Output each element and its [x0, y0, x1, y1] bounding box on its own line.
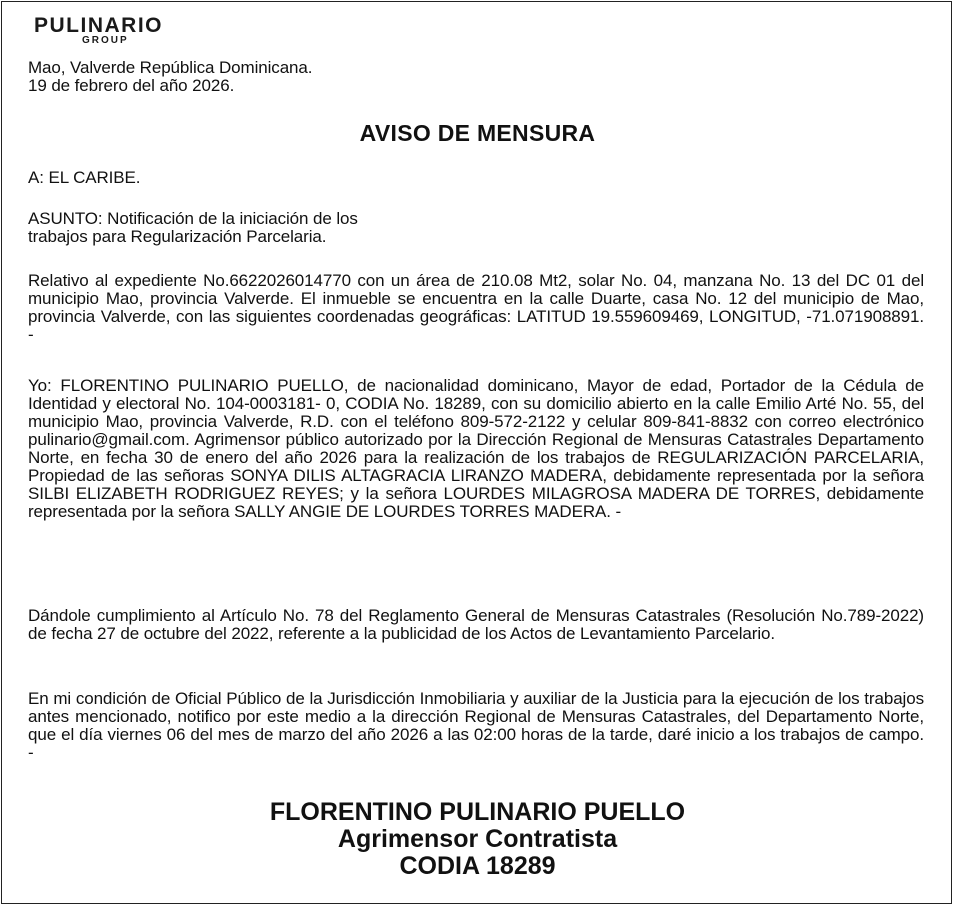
signature-block: [2, 799, 953, 880]
logo-sub-text: GROUP: [82, 35, 129, 46]
notice-title: AVISO DE MENSURA: [359, 120, 596, 146]
paragraph-text: En mi condición de Oficial Público de la Jurisdicción Inmobiliaria y auxiliar de la Justicia para la ejecución de los trabajos antes mencionado, notifico por este medio a la dirección Regional de Mensuras Catastrales, del Departamento Norte, que el día viernes 06 del mes de marzo del año 2026 a las 02:00 horas de la tarde, daré inicio a los trabajos de campo. -: [28, 689, 924, 762]
paragraph-surveyor-declaration: [28, 377, 924, 521]
subject-line-2: trabajos para Regularización Parcelaria.: [28, 227, 327, 246]
paragraph-text: Relativo al expediente No.6622026014770 con un área de 210.08 Mt2, solar No. 04, manzana No. 13 del DC 01 del municipio Mao, provincia Valverde. El inmueble se encuentra en la calle Duarte, casa No. 12 del municipio de Mao, provincia Valverde, con las siguientes coordenadas geográficas: LATITUD 19.559609469, LONGITUD, -71.071908891. -: [28, 271, 924, 344]
company-logo: [34, 14, 214, 48]
paragraph-text: Dándole cumplimiento al Artículo No. 78 del Reglamento General de Mensuras Catastrales (Resolución No.789-2022) de fecha 27 de octubre del 2022, referente a la publicidad de los Actos de Levantamiento Parcelario.: [28, 606, 924, 643]
paragraph-text: Yo: FLORENTINO PULINARIO PUELLO, de nacionalidad dominicano, Mayor de edad, Portador de la Cédula de Identidad y electoral No. 104-0003181- 0, CODIA No. 18289, con su domicilio abierto en la calle Emilio Arté No. 55, del municipio Mao, provincia Valverde, R.D. con el teléfono 809-572-2122 y celular 809-841-8832 con correo electrónico pulinario@gmail.com. Agrimensor público autorizado por la Dirección Regional de Mensuras Catastrales Departamento Norte, en fecha 30 de enero del año 2026 para la realización de los trabajos de REGULARIZACIÓN PARCELARIA, Propiedad de las señoras SONYA DILIS ALTAGRACIA LIRANZO MADERA, debidamente representada por la señora SILBI ELIZABETH RODRIGUEZ REYES; y la señora LOURDES MILAGROSA MADERA DE TORRES, debidamente representada por la señora SALLY ANGIE DE LOURDES TORRES MADERA. -: [28, 376, 924, 521]
signature-codia: CODIA 18289: [399, 852, 556, 880]
paragraph-regulation: [28, 607, 924, 643]
subject-line-1: ASUNTO: Notificación de la iniciación de los: [28, 209, 358, 228]
place-line: Mao, Valverde República Dominicana.: [28, 58, 313, 77]
signature-role: Agrimensor Contratista: [337, 825, 618, 853]
signature-name: FLORENTINO PULINARIO PUELLO: [269, 798, 686, 826]
paragraph-notification: [28, 690, 924, 762]
recipient-line: [28, 169, 924, 187]
logo-main-text: PULINARIO: [34, 14, 163, 37]
subject-block: [28, 210, 924, 246]
recipient-text: A: EL CARIBE.: [28, 168, 141, 187]
place-date-block: [28, 59, 924, 95]
notice-page: [1, 1, 952, 904]
date-line: 19 de febrero del año 2026.: [28, 76, 235, 95]
paragraph-file-details: [28, 272, 924, 344]
